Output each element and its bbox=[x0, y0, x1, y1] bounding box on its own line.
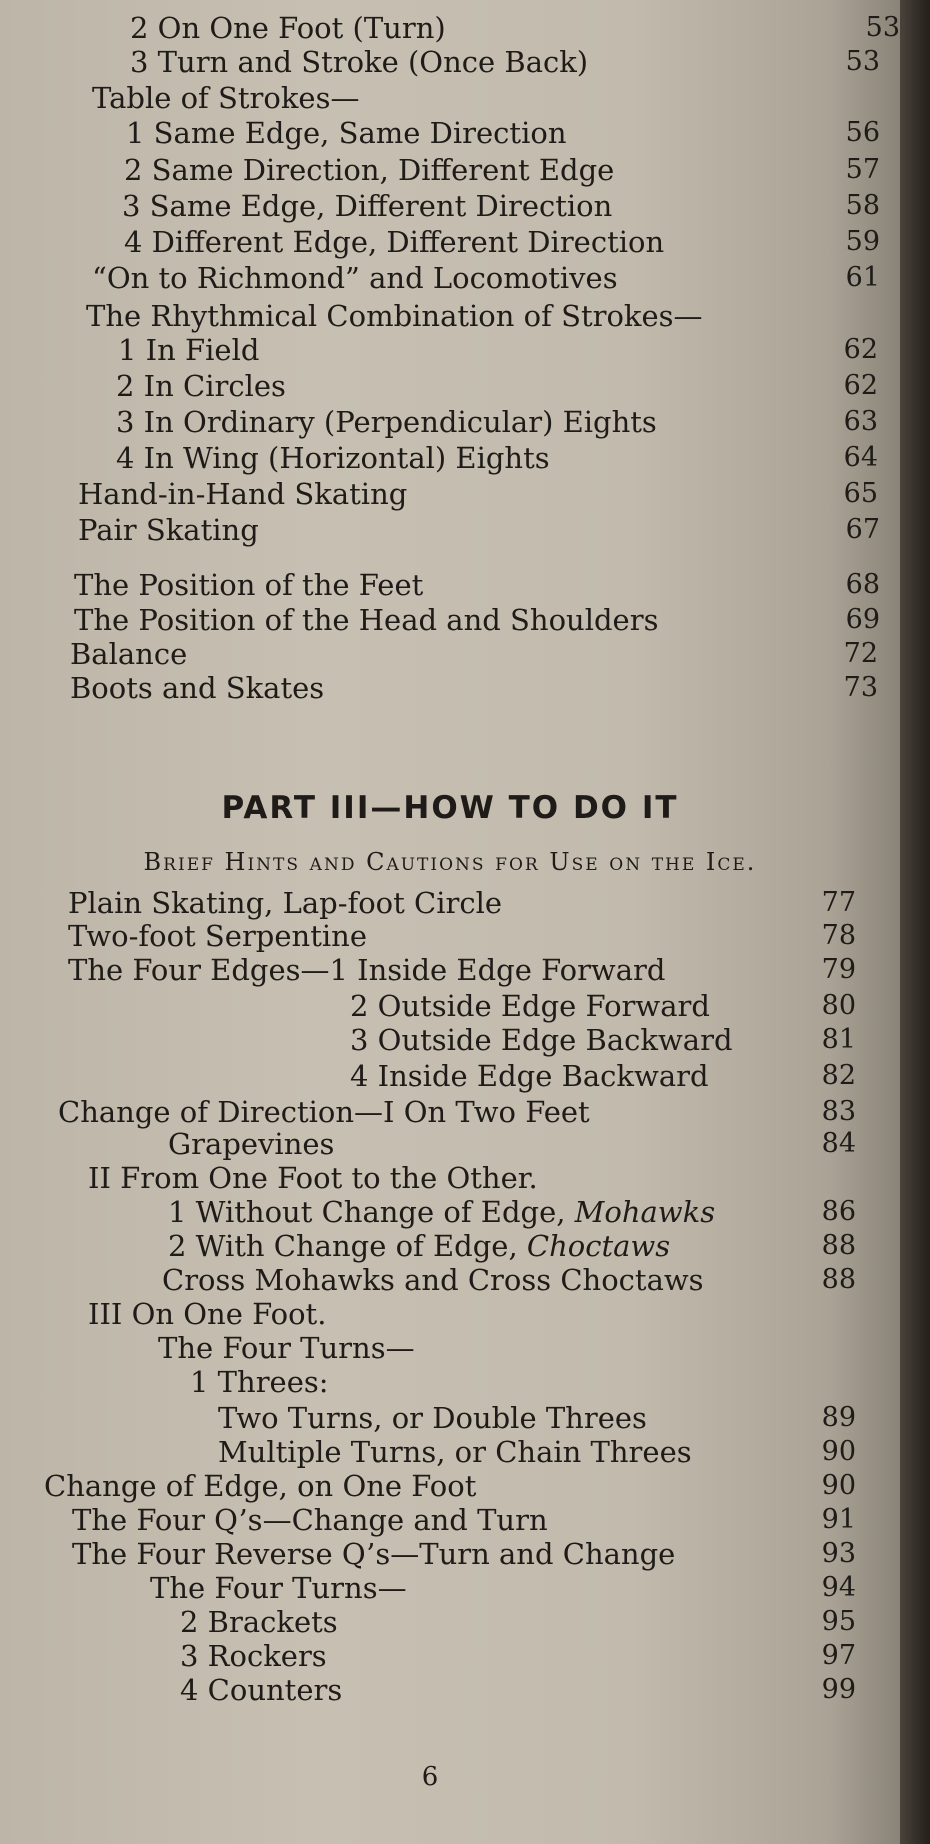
toc-entry-text: Two-foot Serpentine bbox=[68, 919, 367, 953]
toc-page-number: 97 bbox=[821, 1640, 856, 1671]
toc-entry-title bbox=[218, 1400, 647, 1436]
toc-page-number: 94 bbox=[821, 1572, 856, 1603]
toc-page-number: 61 bbox=[845, 262, 880, 293]
toc-entry-text: 3 Same Edge, Different Direction bbox=[122, 189, 613, 223]
toc-entry-title bbox=[118, 332, 259, 368]
toc-entry-text: Change of Direction—I On Two Feet bbox=[58, 1095, 590, 1129]
toc-entry bbox=[0, 636, 900, 672]
toc-entry-text: “On to Richmond” and Locomotives bbox=[92, 261, 618, 295]
toc-entry-text: Hand-in-Hand Skating bbox=[78, 477, 408, 511]
toc-page-number: 90 bbox=[821, 1436, 856, 1467]
toc-entry-title bbox=[122, 188, 612, 224]
toc-entry-text: 2 With Change of Edge, bbox=[168, 1229, 527, 1263]
toc-entry bbox=[0, 368, 900, 404]
toc-entry-text: The Position of the Feet bbox=[74, 568, 424, 602]
toc-page-number: 58 bbox=[845, 190, 880, 221]
toc-entry bbox=[0, 1296, 900, 1332]
toc-page-number: 81 bbox=[821, 1024, 856, 1055]
toc-page-number: 88 bbox=[821, 1230, 856, 1261]
toc-entry bbox=[0, 512, 900, 548]
toc-entry bbox=[0, 1434, 900, 1470]
toc-entry bbox=[0, 1672, 900, 1708]
toc-page-number: 59 bbox=[845, 226, 880, 257]
toc-entry bbox=[0, 602, 900, 638]
toc-page-number: 86 bbox=[821, 1196, 856, 1227]
toc-entry-title bbox=[158, 1330, 415, 1366]
toc-entry-title bbox=[78, 512, 259, 548]
toc-entry-title bbox=[44, 1468, 476, 1504]
toc-entry bbox=[0, 1228, 900, 1264]
toc-entry-text: Cross Mohawks and Cross Choctaws bbox=[162, 1263, 704, 1297]
toc-entry-text: Pair Skating bbox=[78, 513, 259, 547]
toc-entry-text: The Four Reverse Q’s—Turn and Change bbox=[72, 1537, 676, 1571]
toc-page-number: 72 bbox=[843, 638, 878, 669]
toc-entry-title bbox=[168, 1194, 715, 1230]
toc-entry-title bbox=[168, 1126, 334, 1162]
toc-entry-title bbox=[218, 1434, 692, 1470]
toc-entry-title bbox=[180, 1638, 327, 1674]
toc-entry-title bbox=[350, 988, 710, 1024]
toc-entry-text: 3 Turn and Stroke (Once Back) bbox=[130, 45, 589, 79]
toc-entry-text: 4 Inside Edge Backward bbox=[350, 1059, 709, 1093]
toc-entry-title bbox=[58, 1094, 590, 1130]
toc-entry-text: 4 In Wing (Horizontal) Eights bbox=[116, 441, 550, 475]
toc-entry bbox=[0, 404, 900, 440]
toc-entry-text: 2 In Circles bbox=[116, 369, 286, 403]
toc-entry bbox=[0, 152, 900, 188]
toc-entry-title bbox=[70, 636, 187, 672]
toc-entry bbox=[0, 1536, 900, 1572]
toc-page-number: 67 bbox=[845, 514, 880, 545]
toc-entry bbox=[0, 918, 900, 954]
toc-entry-title bbox=[92, 80, 359, 116]
toc-entry-title bbox=[116, 440, 550, 476]
toc-entry-text: The Position of the Head and Shoulders bbox=[74, 603, 659, 637]
toc-page-number: 65 bbox=[843, 478, 878, 509]
toc-entry bbox=[0, 1638, 900, 1674]
toc-entry-title bbox=[350, 1058, 709, 1094]
toc-entry-text: 1 Without Change of Edge, bbox=[168, 1195, 575, 1229]
toc-entry-text: 1 In Field bbox=[118, 333, 260, 367]
toc-entry-title bbox=[116, 368, 286, 404]
toc-entry bbox=[0, 1126, 900, 1162]
toc-entry-text: Plain Skating, Lap-foot Circle bbox=[68, 886, 503, 920]
toc-entry-title bbox=[78, 476, 407, 512]
toc-entry bbox=[0, 1094, 900, 1130]
toc-entry-text: Change of Edge, on One Foot bbox=[44, 1469, 477, 1503]
toc-page-number: 80 bbox=[821, 990, 856, 1021]
toc-page-number: 57 bbox=[845, 154, 880, 185]
toc-entry-title bbox=[74, 602, 658, 638]
toc-page-number: 82 bbox=[821, 1060, 856, 1091]
toc-entry bbox=[0, 1502, 900, 1538]
toc-entry-title bbox=[68, 885, 502, 921]
toc-page-number: 69 bbox=[845, 604, 880, 635]
toc-entry-text: III On One Foot. bbox=[88, 1297, 327, 1331]
toc-entry-title bbox=[74, 567, 423, 603]
toc-entry-title bbox=[124, 224, 664, 260]
toc-entry-title bbox=[72, 1536, 675, 1572]
toc-entry bbox=[0, 1194, 900, 1230]
toc-entry-text: 1 Threes: bbox=[190, 1365, 329, 1399]
toc-entry bbox=[0, 1400, 900, 1436]
book-binding-shadow bbox=[900, 0, 930, 1844]
toc-page-number: 89 bbox=[821, 1402, 856, 1433]
toc-entry-title bbox=[86, 298, 703, 334]
toc-page-number: 78 bbox=[821, 920, 856, 951]
toc-page-number: 84 bbox=[821, 1128, 856, 1159]
toc-page-number: 90 bbox=[821, 1470, 856, 1501]
toc-entry-title bbox=[70, 670, 324, 706]
toc-page-number: 95 bbox=[821, 1606, 856, 1637]
toc-entry-text: 3 In Ordinary (Perpendicular) Eights bbox=[116, 405, 657, 439]
toc-entry-title bbox=[68, 918, 367, 954]
toc-entry bbox=[0, 952, 900, 988]
toc-page-number: 77 bbox=[821, 887, 856, 918]
toc-entry bbox=[0, 1058, 900, 1094]
toc-entry-title bbox=[88, 1296, 326, 1332]
toc-entry bbox=[0, 1160, 900, 1196]
toc-entry bbox=[0, 1604, 900, 1640]
toc-page-number: 64 bbox=[843, 442, 878, 473]
toc-entry-title bbox=[180, 1672, 342, 1708]
toc-entry-text: Multiple Turns, or Chain Threes bbox=[218, 1435, 692, 1469]
toc-entry-text: Balance bbox=[70, 637, 188, 671]
toc-entry-title bbox=[68, 952, 665, 988]
toc-entry-title bbox=[92, 260, 618, 296]
toc-page-number: 53 bbox=[845, 46, 880, 77]
toc-page-number: 99 bbox=[821, 1674, 856, 1705]
toc-entry-text: 1 Same Edge, Same Direction bbox=[126, 116, 567, 150]
toc-entry-title bbox=[190, 1364, 329, 1400]
toc-entry-text: 2 Brackets bbox=[180, 1605, 338, 1639]
part-subtitle: Brief Hints and Cautions for Use on the Ice. bbox=[143, 848, 757, 876]
toc-entry-title bbox=[130, 44, 588, 80]
toc-page-number: 68 bbox=[845, 569, 880, 600]
toc-page-number: 53 bbox=[865, 12, 900, 43]
toc-entry bbox=[0, 10, 900, 46]
toc-page-number: 79 bbox=[821, 954, 856, 985]
toc-entry-title bbox=[130, 10, 446, 46]
toc-entry bbox=[0, 670, 900, 706]
toc-entry-title bbox=[350, 1022, 733, 1058]
toc-entry bbox=[0, 988, 900, 1024]
toc-entry bbox=[0, 80, 900, 116]
toc-page-number: 62 bbox=[843, 370, 878, 401]
toc-entry-italic: Mohawks bbox=[574, 1195, 716, 1229]
part-title: PART III—HOW TO DO IT bbox=[221, 790, 679, 826]
toc-entry-text: 2 Same Direction, Different Edge bbox=[124, 153, 615, 187]
page-number: 6 bbox=[421, 1762, 439, 1792]
toc-entry-text: 4 Counters bbox=[180, 1673, 343, 1707]
toc-entry bbox=[0, 1330, 900, 1366]
toc-entry-text: Two Turns, or Double Threes bbox=[218, 1401, 647, 1435]
toc-entry-title bbox=[72, 1502, 548, 1538]
toc-entry bbox=[0, 476, 900, 512]
toc-page-number: 83 bbox=[821, 1096, 856, 1127]
toc-entry-title bbox=[124, 152, 614, 188]
toc-entry bbox=[0, 567, 900, 603]
toc-page-number: 91 bbox=[821, 1504, 856, 1535]
toc-entry bbox=[0, 1022, 900, 1058]
toc-entry bbox=[0, 885, 900, 921]
toc-entry bbox=[0, 1364, 900, 1400]
toc-entry-text: The Four Turns— bbox=[158, 1331, 415, 1365]
toc-entry-title bbox=[116, 404, 657, 440]
toc-page-number: 88 bbox=[821, 1264, 856, 1295]
toc-entry-title bbox=[162, 1262, 704, 1298]
toc-entry-text: 3 Rockers bbox=[180, 1639, 327, 1673]
toc-entry-title bbox=[88, 1160, 538, 1196]
toc-entry-text: 3 Outside Edge Backward bbox=[350, 1023, 733, 1057]
toc-page-number: 62 bbox=[843, 334, 878, 365]
toc-page-number: 93 bbox=[821, 1538, 856, 1569]
toc-page-number: 73 bbox=[843, 672, 878, 703]
toc-entry-text: Grapevines bbox=[168, 1127, 335, 1161]
toc-entry bbox=[0, 298, 900, 334]
toc-entry-text: Boots and Skates bbox=[70, 671, 325, 705]
toc-page-number: 63 bbox=[843, 406, 878, 437]
toc-entry bbox=[0, 440, 900, 476]
toc-entry-title bbox=[126, 115, 567, 151]
toc-entry bbox=[0, 260, 900, 296]
toc-page-number: 56 bbox=[845, 117, 880, 148]
toc-entry-text: The Rhythmical Combination of Strokes— bbox=[86, 299, 703, 333]
toc-entry bbox=[0, 224, 900, 260]
toc-entry-italic: Choctaws bbox=[526, 1229, 671, 1263]
toc-entry-text: 2 On One Foot (Turn) bbox=[130, 11, 446, 45]
toc-entry bbox=[0, 1262, 900, 1298]
toc-entry bbox=[0, 332, 900, 368]
toc-entry-text: The Four Q’s—Change and Turn bbox=[72, 1503, 548, 1537]
toc-entry-title bbox=[150, 1570, 407, 1606]
toc-entry-title bbox=[168, 1228, 670, 1264]
toc-entry-text: The Four Edges—1 Inside Edge Forward bbox=[68, 953, 666, 987]
toc-entry-title bbox=[180, 1604, 338, 1640]
toc-entry bbox=[0, 1570, 900, 1606]
toc-entry-text: 4 Different Edge, Different Direction bbox=[124, 225, 665, 259]
toc-entry-text: 2 Outside Edge Forward bbox=[350, 989, 710, 1023]
toc-entry-text: Table of Strokes— bbox=[92, 81, 360, 115]
toc-entry bbox=[0, 1468, 900, 1504]
toc-entry bbox=[0, 44, 900, 80]
toc-entry-text: The Four Turns— bbox=[150, 1571, 407, 1605]
toc-entry bbox=[0, 188, 900, 224]
toc-entry bbox=[0, 115, 900, 151]
toc-entry-text: II From One Foot to the Other. bbox=[88, 1161, 538, 1195]
